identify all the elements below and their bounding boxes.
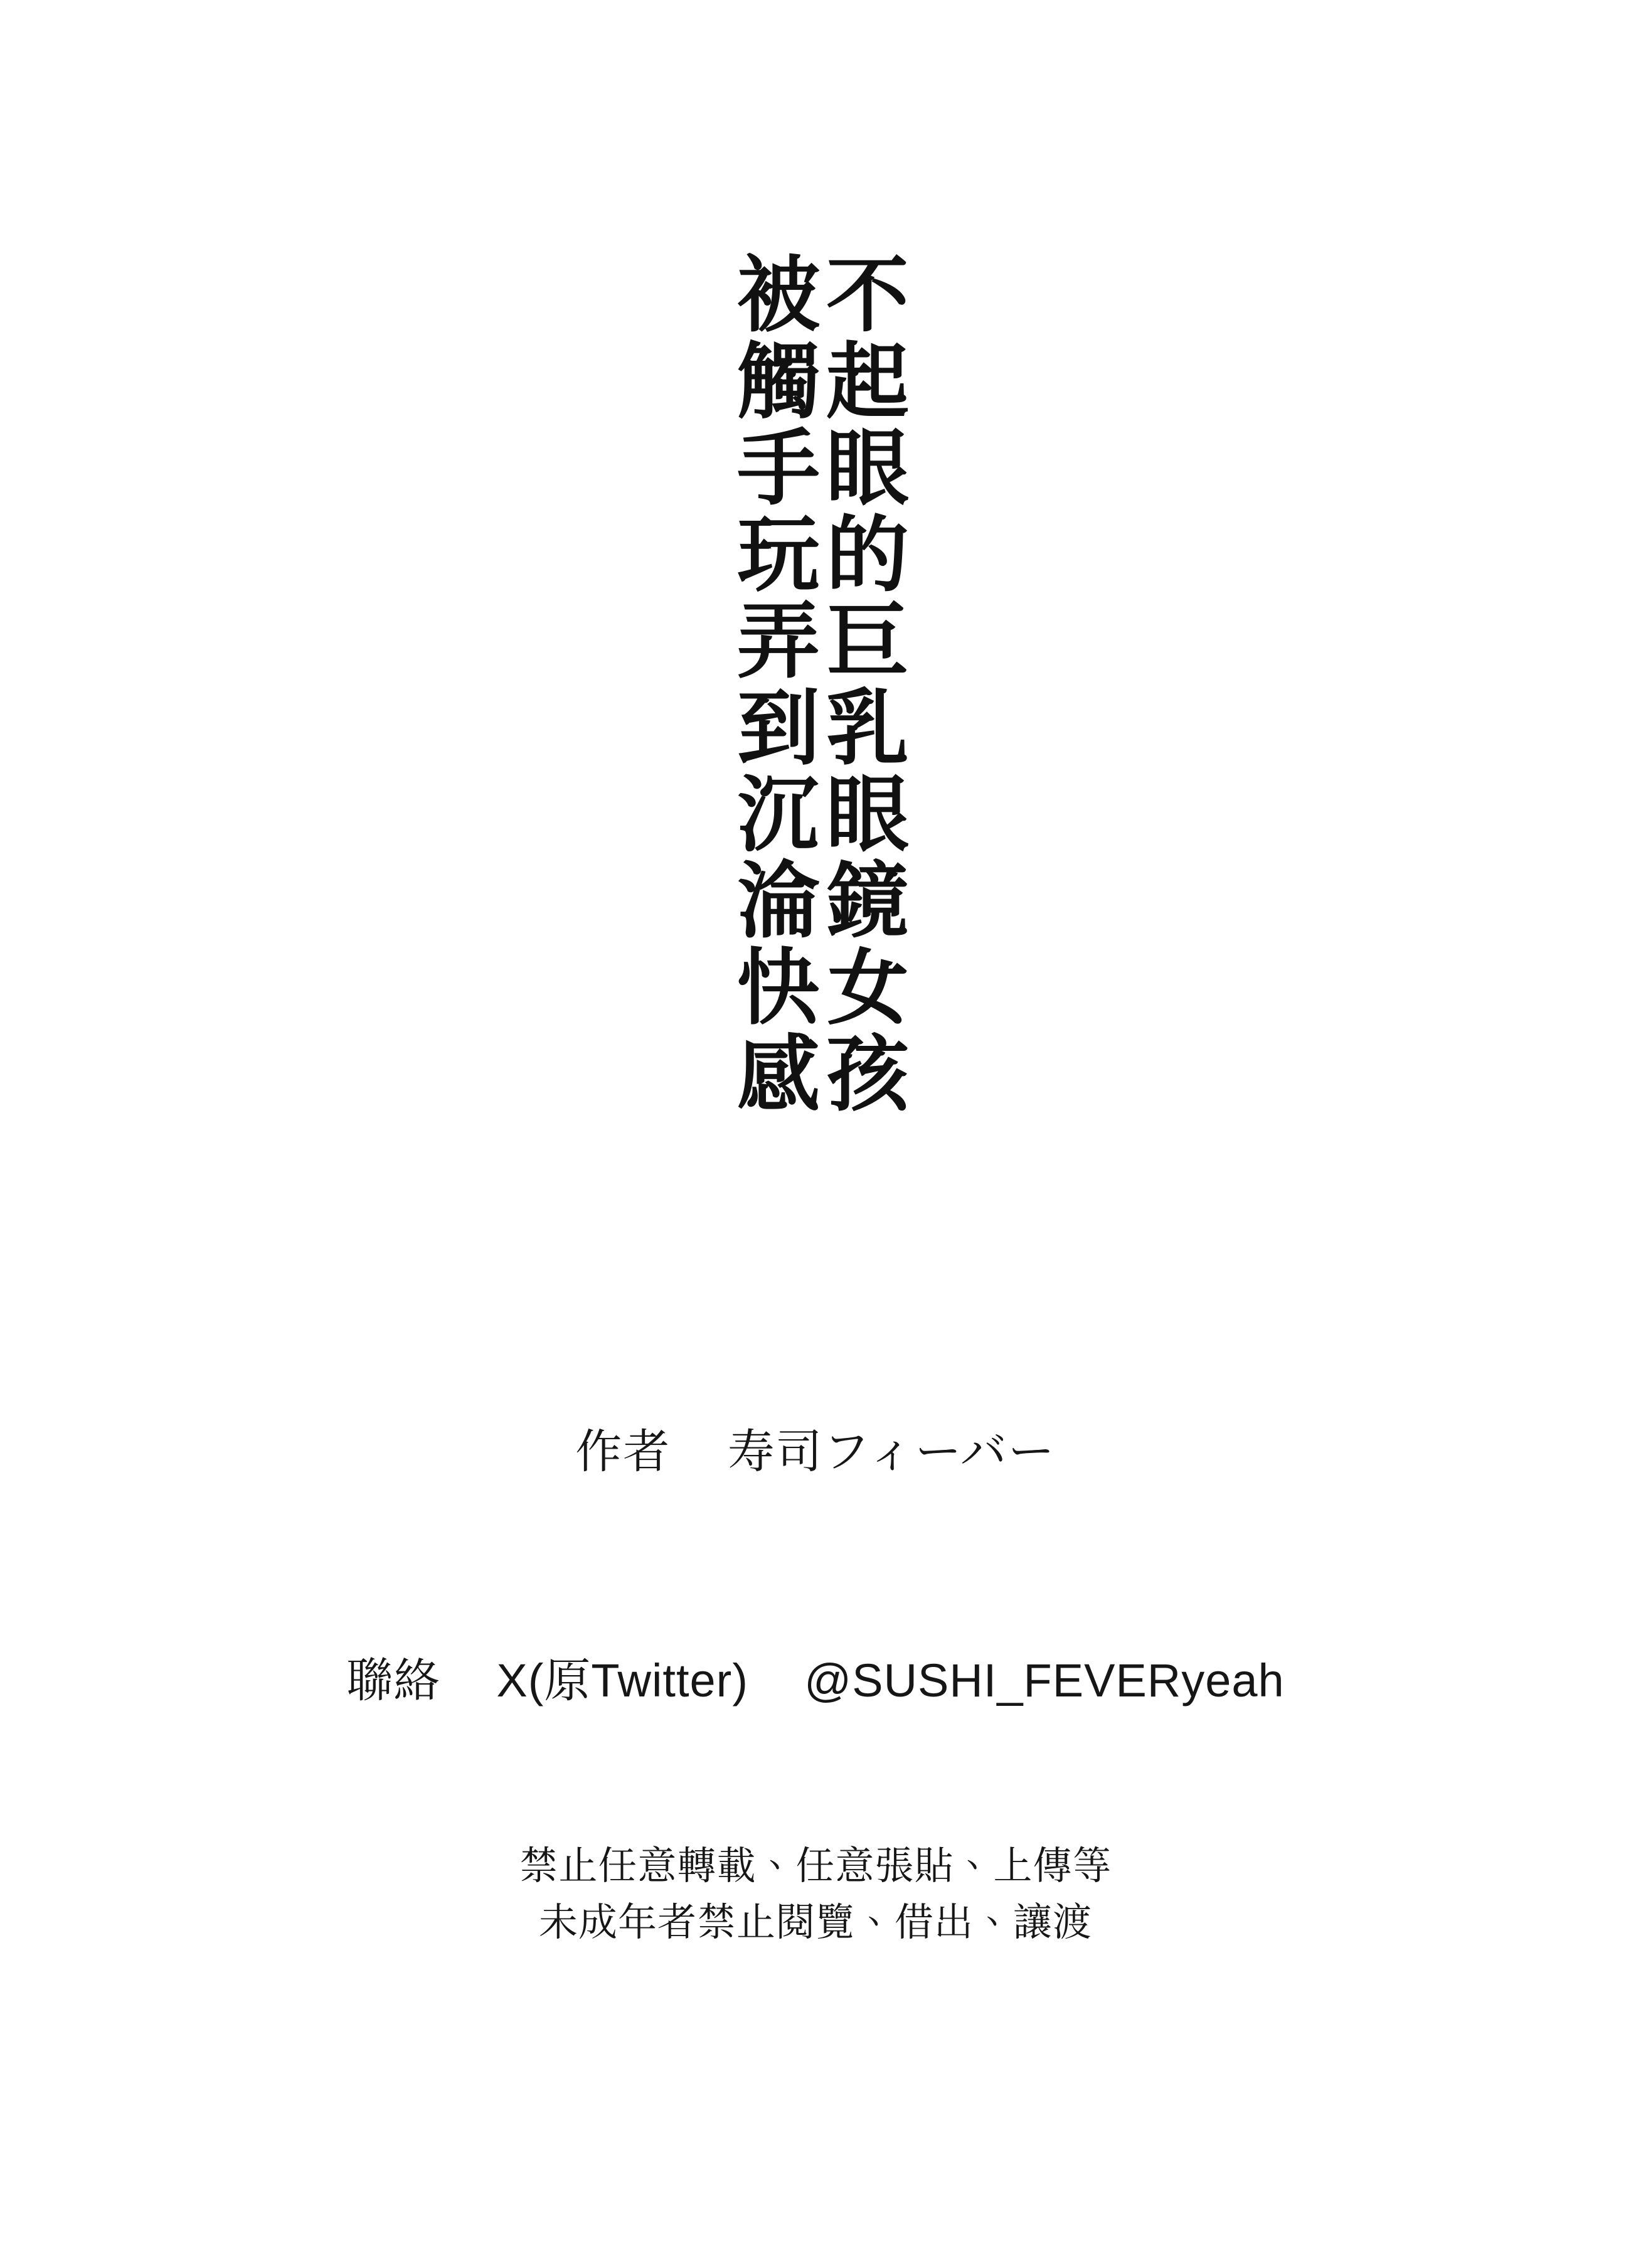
- contact-line: [0, 1644, 1631, 1710]
- title-block: [0, 251, 1631, 1117]
- title-line-secondary: 被觸手玩弄到沉淪快感: [725, 251, 817, 1117]
- contact-label: 聯絡: [346, 1654, 441, 1706]
- contact-platform: X(原Twitter): [496, 1654, 748, 1706]
- author-label: 作者: [575, 1425, 671, 1477]
- contact-handle: @SUSHI_FEVERyeah: [804, 1654, 1285, 1706]
- author-line: [0, 1415, 1631, 1481]
- notice-line-1: 禁止任意轉載、任意張貼、上傳等: [519, 1845, 1112, 1888]
- notice-block: [0, 1838, 1631, 1951]
- author-name: 寿司フィーバー: [728, 1425, 1056, 1477]
- title-line-primary: 不起眼的巨乳眼鏡女孩: [814, 251, 906, 1117]
- notice-line-2: 未成年者禁止閱覽、借出、讓渡: [538, 1900, 1092, 1944]
